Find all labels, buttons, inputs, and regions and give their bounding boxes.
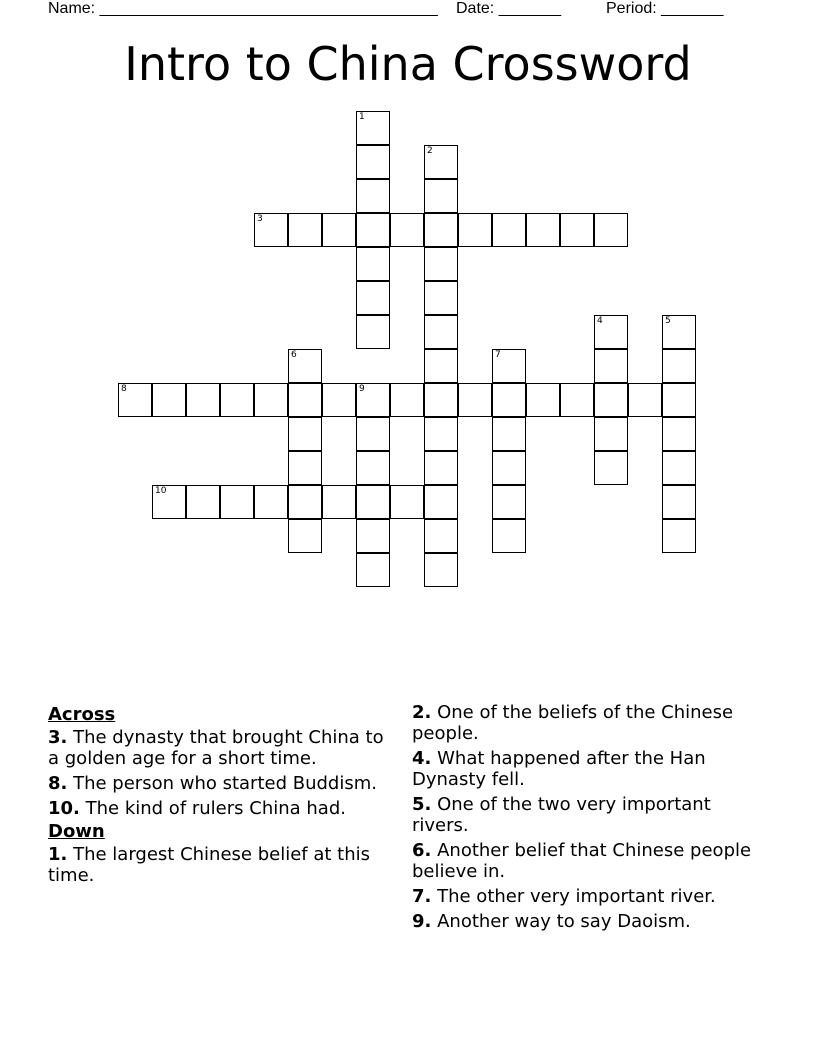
clue-down-7 — [412, 886, 768, 907]
crossword-cell[interactable] — [662, 485, 696, 519]
clues-right-column — [412, 702, 768, 936]
crossword-cell[interactable] — [186, 383, 220, 417]
crossword-cell[interactable] — [526, 383, 560, 417]
crossword-cell[interactable] — [390, 213, 424, 247]
clue-text: The largest Chinese belief at this time. — [48, 844, 371, 886]
crossword-cell[interactable] — [424, 213, 458, 247]
clue-text: The person who started Buddism. — [73, 773, 377, 794]
clue-number: 5. — [412, 794, 432, 815]
across-heading: Across — [48, 704, 116, 725]
clue-text: The kind of rulers China had. — [85, 798, 346, 819]
cell-number: 7 — [495, 350, 501, 360]
cell-number: 1 — [359, 112, 365, 122]
clue-number: 1. — [48, 844, 68, 865]
crossword-cell[interactable] — [424, 553, 458, 587]
cell-number: 3 — [257, 214, 263, 224]
period-field-label[interactable]: Period: _______ — [606, 0, 724, 17]
crossword-cell[interactable] — [526, 213, 560, 247]
clue-text: One of the beliefs of the Chinese people. — [412, 702, 734, 744]
clue-across-10 — [48, 798, 388, 819]
name-field-label[interactable]: Name: ______________________________________ — [48, 0, 438, 17]
crossword-cell[interactable] — [628, 383, 662, 417]
crossword-cell[interactable] — [492, 383, 526, 417]
crossword-cell[interactable] — [424, 315, 458, 349]
crossword-cell[interactable] — [356, 519, 390, 553]
crossword-cell[interactable] — [492, 417, 526, 451]
crossword-cell[interactable] — [322, 485, 356, 519]
clue-across-3 — [48, 727, 388, 769]
crossword-cell[interactable] — [424, 349, 458, 383]
clues-left-column — [48, 702, 388, 890]
cell-number: 5 — [665, 316, 671, 326]
crossword-cell[interactable] — [424, 383, 458, 417]
date-field-label[interactable]: Date: _______ — [456, 0, 561, 17]
cell-number: 8 — [121, 384, 127, 394]
clue-text: One of the two very important rivers. — [412, 794, 711, 836]
crossword-cell[interactable] — [356, 383, 390, 417]
crossword-cell[interactable] — [356, 213, 390, 247]
crossword-cell[interactable] — [458, 383, 492, 417]
crossword-cell[interactable] — [424, 485, 458, 519]
clue-text: Another way to say Daoism. — [437, 911, 691, 932]
crossword-cell[interactable] — [560, 383, 594, 417]
page-title: Intro to China Crossword — [124, 37, 692, 91]
crossword-cell[interactable] — [356, 315, 390, 349]
cell-number: 2 — [427, 146, 433, 156]
clue-text: The other very important river. — [437, 886, 716, 907]
crossword-cell[interactable] — [594, 213, 628, 247]
clue-number: 9. — [412, 911, 432, 932]
clue-down-2 — [412, 702, 768, 744]
crossword-cell[interactable] — [356, 111, 390, 145]
crossword-cell[interactable] — [288, 213, 322, 247]
crossword-cell[interactable] — [594, 451, 628, 485]
crossword-cell[interactable] — [424, 281, 458, 315]
crossword-cell[interactable] — [288, 519, 322, 553]
crossword-cell[interactable] — [662, 315, 696, 349]
crossword-cell[interactable] — [288, 349, 322, 383]
crossword-cell[interactable] — [152, 383, 186, 417]
crossword-cell[interactable] — [254, 485, 288, 519]
crossword-cell[interactable] — [560, 213, 594, 247]
crossword-cell[interactable] — [424, 451, 458, 485]
crossword-cell[interactable] — [662, 383, 696, 417]
crossword-cell[interactable] — [254, 383, 288, 417]
crossword-cell[interactable] — [492, 349, 526, 383]
crossword-cell[interactable] — [424, 179, 458, 213]
crossword-cell[interactable] — [424, 145, 458, 179]
clue-across-8 — [48, 773, 388, 794]
crossword-cell[interactable] — [288, 485, 322, 519]
crossword-cell[interactable] — [356, 281, 390, 315]
cell-number: 4 — [597, 316, 603, 326]
crossword-cell[interactable] — [492, 451, 526, 485]
clue-down-4 — [412, 748, 768, 790]
crossword-cell[interactable] — [662, 519, 696, 553]
crossword-cell[interactable] — [322, 383, 356, 417]
crossword-cell[interactable] — [424, 519, 458, 553]
crossword-cell[interactable] — [492, 213, 526, 247]
clue-number: 4. — [412, 748, 432, 769]
crossword-cell[interactable] — [662, 417, 696, 451]
clue-number: 3. — [48, 727, 68, 748]
crossword-cell[interactable] — [288, 451, 322, 485]
crossword-cell[interactable] — [662, 349, 696, 383]
clue-number: 10. — [48, 798, 80, 819]
crossword-cell[interactable] — [322, 213, 356, 247]
cell-number: 10 — [155, 486, 167, 496]
crossword-cell[interactable] — [594, 315, 628, 349]
cell-number: 9 — [359, 384, 365, 394]
crossword-cell[interactable] — [492, 519, 526, 553]
crossword-cell[interactable] — [594, 417, 628, 451]
clue-down-1 — [48, 844, 388, 886]
clue-number: 8. — [48, 773, 68, 794]
cell-number: 6 — [291, 350, 297, 360]
clue-text: What happened after the Han Dynasty fell. — [412, 748, 706, 790]
crossword-cell[interactable] — [118, 383, 152, 417]
crossword-cell[interactable] — [186, 485, 220, 519]
clue-text: The dynasty that brought China to a golden age for a short time. — [48, 727, 384, 769]
crossword-cell[interactable] — [424, 247, 458, 281]
crossword-cell[interactable] — [254, 213, 288, 247]
clue-text: Another belief that Chinese people believe in. — [412, 840, 752, 882]
crossword-cell[interactable] — [594, 349, 628, 383]
down-heading: Down — [48, 821, 105, 842]
clue-number: 7. — [412, 886, 432, 907]
crossword-cell[interactable] — [152, 485, 186, 519]
clue-down-9 — [412, 911, 768, 932]
crossword-cell[interactable] — [390, 383, 424, 417]
crossword-cell[interactable] — [288, 383, 322, 417]
clue-number: 2. — [412, 702, 432, 723]
crossword-cell[interactable] — [220, 383, 254, 417]
crossword-cell[interactable] — [356, 451, 390, 485]
crossword-cell[interactable] — [492, 485, 526, 519]
crossword-cell[interactable] — [356, 417, 390, 451]
crossword-cell[interactable] — [356, 145, 390, 179]
crossword-cell[interactable] — [356, 247, 390, 281]
crossword-cell[interactable] — [356, 179, 390, 213]
crossword-cell[interactable] — [458, 213, 492, 247]
crossword-cell[interactable] — [220, 485, 254, 519]
clue-number: 6. — [412, 840, 432, 861]
crossword-cell[interactable] — [288, 417, 322, 451]
crossword-cell[interactable] — [594, 383, 628, 417]
crossword-cell[interactable] — [356, 485, 390, 519]
crossword-cell[interactable] — [356, 553, 390, 587]
crossword-cell[interactable] — [662, 451, 696, 485]
crossword-cell[interactable] — [424, 417, 458, 451]
clue-down-6 — [412, 840, 768, 882]
crossword-cell[interactable] — [390, 485, 424, 519]
clue-down-5 — [412, 794, 768, 836]
